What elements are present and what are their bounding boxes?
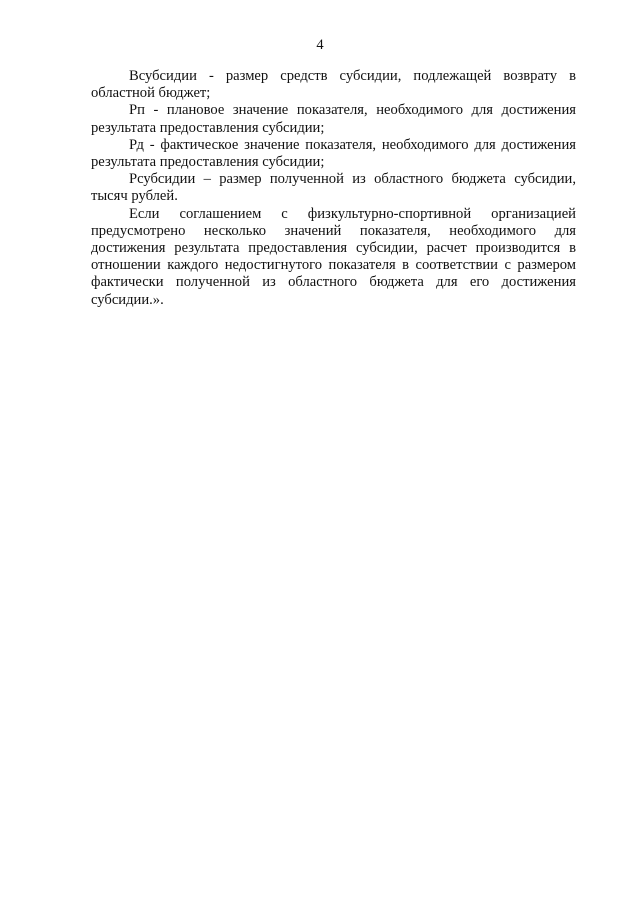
paragraph-r-subsidii: Рсубсидии – размер полученной из областного бюджета субсидии, тысяч рублей.: [91, 171, 576, 205]
paragraph-multiple-indicators: Если соглашением с физкультурно-спортивной организацией предусмотрено несколько значений показателя, необходимого для достижения результата предоставления субсидии, расчет производится в отношении каждого недостигнутого показателя в соответствии с размером фактически полученной из областного бюджета для его достижения субсидии.».: [91, 205, 576, 308]
paragraph-v-subsidii: Всубсидии - размер средств субсидии, подлежащей возврату в областной бюджет;: [91, 68, 576, 102]
page-number: 4: [316, 37, 324, 53]
paragraph-rd: Рд - фактическое значение показателя, необходимого для достижения результата предоставления субсидии;: [91, 136, 576, 171]
paragraph-rp: Рп - плановое значение показателя, необходимого для достижения результата предоставления субсидии;: [91, 102, 576, 136]
document-body: [91, 68, 576, 309]
